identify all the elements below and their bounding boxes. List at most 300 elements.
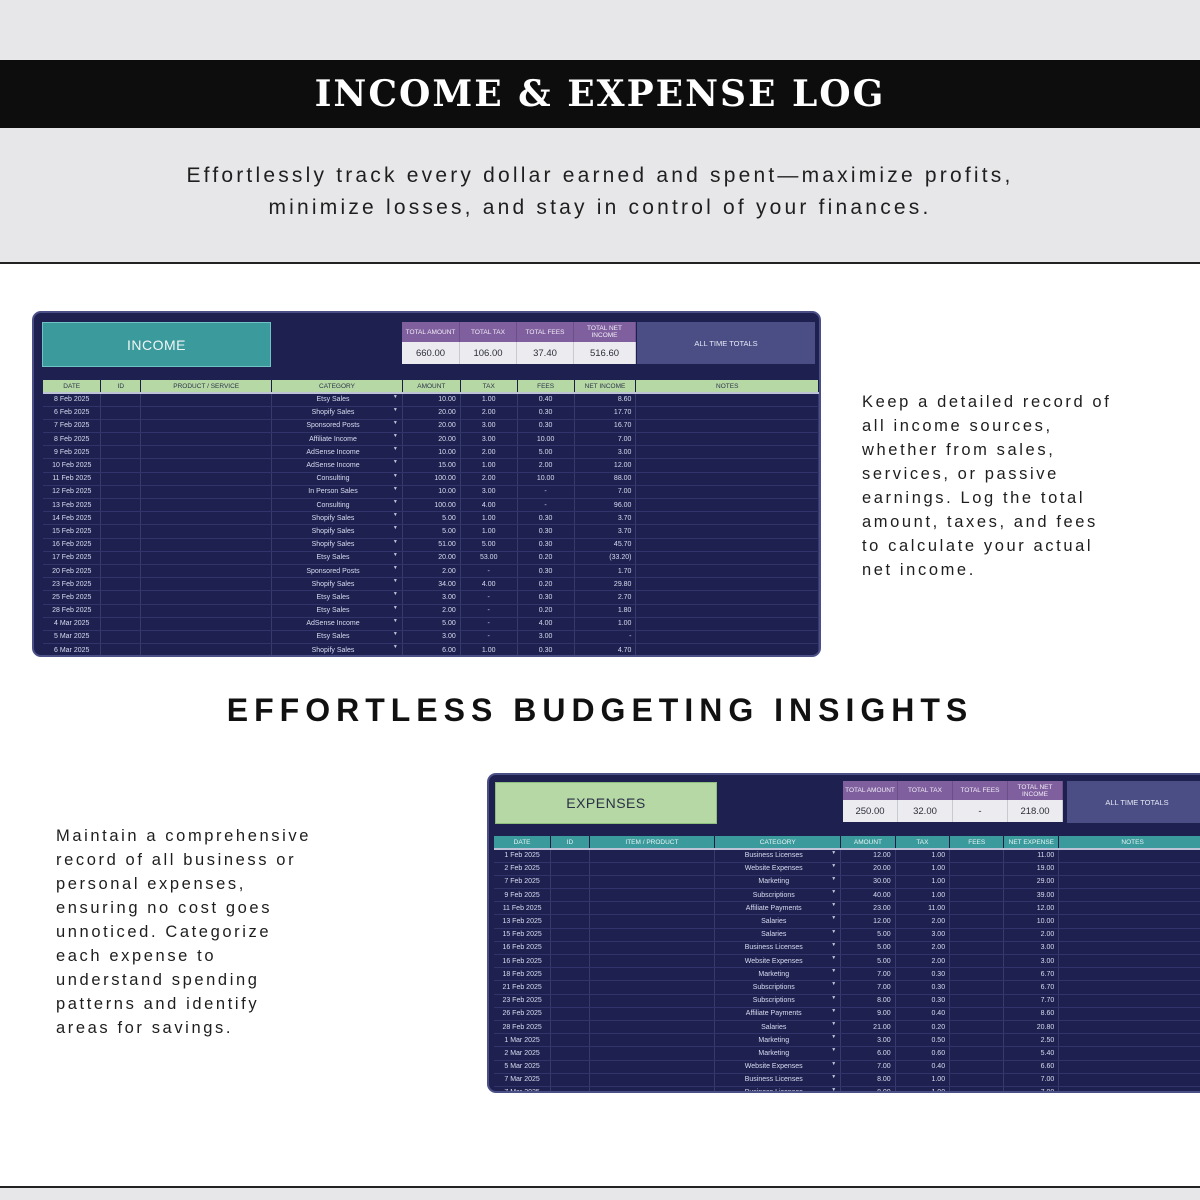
amount-cell[interactable]: 100.00 bbox=[402, 472, 460, 485]
tax-cell[interactable]: 0.40 bbox=[895, 1060, 949, 1073]
id-cell[interactable] bbox=[101, 499, 141, 512]
id-cell[interactable] bbox=[101, 551, 141, 564]
id-cell[interactable] bbox=[101, 591, 141, 604]
dropdown-arrow-icon[interactable]: ▼ bbox=[392, 433, 398, 440]
fees-cell[interactable]: 0.20 bbox=[517, 578, 574, 591]
category-select[interactable] bbox=[715, 875, 841, 888]
product-cell[interactable] bbox=[141, 617, 272, 630]
item-cell[interactable] bbox=[589, 875, 715, 888]
notes-cell[interactable] bbox=[636, 446, 819, 459]
id-cell[interactable] bbox=[551, 928, 589, 941]
table-row[interactable] bbox=[494, 1007, 1200, 1020]
column-header[interactable]: FEES bbox=[517, 380, 574, 393]
notes-cell[interactable] bbox=[1059, 1060, 1200, 1073]
tax-cell[interactable]: 1.00 bbox=[460, 525, 517, 538]
id-cell[interactable] bbox=[101, 630, 141, 643]
category-select[interactable] bbox=[272, 551, 403, 564]
category-select[interactable] bbox=[272, 499, 403, 512]
item-cell[interactable] bbox=[589, 902, 715, 915]
tax-cell[interactable]: 4.00 bbox=[460, 499, 517, 512]
date-cell[interactable]: 21 Feb 2025 bbox=[494, 981, 551, 994]
category-select[interactable] bbox=[272, 433, 403, 446]
id-cell[interactable] bbox=[101, 459, 141, 472]
table-row[interactable] bbox=[494, 928, 1200, 941]
dropdown-arrow-icon[interactable]: ▼ bbox=[831, 1020, 837, 1027]
category-select[interactable] bbox=[272, 485, 403, 498]
item-cell[interactable] bbox=[589, 928, 715, 941]
date-cell[interactable]: 17 Feb 2025 bbox=[43, 551, 101, 564]
fees-cell[interactable]: 0.30 bbox=[517, 644, 574, 657]
amount-cell[interactable]: 10.00 bbox=[402, 393, 460, 406]
notes-cell[interactable] bbox=[1059, 928, 1200, 941]
table-row[interactable] bbox=[494, 1060, 1200, 1073]
amount-cell[interactable]: 20.00 bbox=[402, 406, 460, 419]
fees-cell[interactable] bbox=[950, 941, 1004, 954]
amount-cell[interactable]: 3.00 bbox=[841, 1034, 896, 1047]
category-select[interactable] bbox=[272, 472, 403, 485]
notes-cell[interactable] bbox=[636, 617, 819, 630]
amount-cell[interactable]: 20.00 bbox=[402, 433, 460, 446]
date-cell[interactable]: 6 Mar 2025 bbox=[43, 644, 101, 657]
product-cell[interactable] bbox=[141, 472, 272, 485]
id-cell[interactable] bbox=[101, 578, 141, 591]
table-row[interactable] bbox=[494, 1020, 1200, 1033]
dropdown-arrow-icon[interactable]: ▼ bbox=[392, 394, 398, 400]
dropdown-arrow-icon[interactable]: ▼ bbox=[392, 499, 398, 505]
category-select[interactable] bbox=[715, 849, 841, 862]
notes-cell[interactable] bbox=[1059, 1020, 1200, 1033]
product-cell[interactable] bbox=[141, 578, 272, 591]
dropdown-arrow-icon[interactable]: ▼ bbox=[831, 1073, 837, 1080]
date-cell[interactable]: 23 Feb 2025 bbox=[43, 578, 101, 591]
table-row[interactable] bbox=[494, 941, 1200, 954]
column-header[interactable]: DATE bbox=[43, 380, 101, 393]
date-cell[interactable]: 13 Feb 2025 bbox=[43, 499, 101, 512]
product-cell[interactable] bbox=[141, 459, 272, 472]
table-row[interactable] bbox=[494, 902, 1200, 915]
amount-cell[interactable]: 7.00 bbox=[841, 981, 896, 994]
column-header[interactable]: ID bbox=[551, 836, 589, 849]
tax-cell[interactable]: 3.00 bbox=[460, 419, 517, 432]
column-header[interactable]: TAX bbox=[460, 380, 517, 393]
id-cell[interactable] bbox=[551, 902, 589, 915]
id-cell[interactable] bbox=[101, 393, 141, 406]
notes-cell[interactable] bbox=[636, 512, 819, 525]
category-select[interactable] bbox=[272, 538, 403, 551]
category-select[interactable] bbox=[272, 630, 403, 643]
table-row[interactable] bbox=[494, 968, 1200, 981]
tax-cell[interactable]: 0.40 bbox=[895, 1007, 949, 1020]
fees-cell[interactable]: 0.30 bbox=[517, 564, 574, 577]
amount-cell[interactable]: 6.00 bbox=[841, 1047, 896, 1060]
date-cell[interactable]: 23 Feb 2025 bbox=[494, 994, 551, 1007]
fees-cell[interactable] bbox=[950, 889, 1004, 902]
id-cell[interactable] bbox=[551, 1060, 589, 1073]
table-row[interactable] bbox=[43, 578, 819, 591]
column-header[interactable]: ITEM / PRODUCT bbox=[589, 836, 715, 849]
amount-cell[interactable]: 8.00 bbox=[841, 1073, 896, 1086]
fees-cell[interactable]: 0.30 bbox=[517, 591, 574, 604]
item-cell[interactable] bbox=[589, 955, 715, 968]
date-cell[interactable]: 9 Feb 2025 bbox=[43, 446, 101, 459]
item-cell[interactable] bbox=[589, 981, 715, 994]
date-cell[interactable]: 9 Feb 2025 bbox=[494, 889, 551, 902]
amount-cell[interactable]: 12.00 bbox=[841, 849, 896, 862]
id-cell[interactable] bbox=[551, 1047, 589, 1060]
amount-cell[interactable]: 30.00 bbox=[841, 875, 896, 888]
amount-cell[interactable]: 9.00 bbox=[841, 1007, 896, 1020]
amount-cell[interactable]: 5.00 bbox=[841, 928, 896, 941]
id-cell[interactable] bbox=[101, 512, 141, 525]
column-header[interactable]: CATEGORY bbox=[715, 836, 841, 849]
notes-cell[interactable] bbox=[636, 591, 819, 604]
dropdown-arrow-icon[interactable]: ▼ bbox=[831, 875, 837, 882]
tax-cell[interactable]: 4.00 bbox=[460, 578, 517, 591]
category-select[interactable] bbox=[272, 525, 403, 538]
date-cell[interactable]: 1 Feb 2025 bbox=[494, 849, 551, 862]
column-header[interactable]: CATEGORY bbox=[272, 380, 403, 393]
dropdown-arrow-icon[interactable]: ▼ bbox=[831, 850, 837, 856]
product-cell[interactable] bbox=[141, 630, 272, 643]
income-all-time-totals[interactable]: ALL TIME TOTALS bbox=[637, 322, 815, 364]
tax-cell[interactable]: 2.00 bbox=[895, 941, 949, 954]
amount-cell[interactable]: 34.00 bbox=[402, 578, 460, 591]
fees-cell[interactable]: 10.00 bbox=[517, 472, 574, 485]
dropdown-arrow-icon[interactable]: ▼ bbox=[831, 1034, 837, 1041]
table-row[interactable] bbox=[43, 630, 819, 643]
date-cell[interactable]: 20 Feb 2025 bbox=[43, 564, 101, 577]
date-cell[interactable]: 25 Feb 2025 bbox=[43, 591, 101, 604]
item-cell[interactable] bbox=[589, 1034, 715, 1047]
category-select[interactable] bbox=[715, 1086, 841, 1093]
table-row[interactable] bbox=[43, 446, 819, 459]
id-cell[interactable] bbox=[551, 849, 589, 862]
notes-cell[interactable] bbox=[636, 433, 819, 446]
notes-cell[interactable] bbox=[1059, 955, 1200, 968]
table-row[interactable] bbox=[43, 393, 819, 406]
product-cell[interactable] bbox=[141, 485, 272, 498]
column-header[interactable]: NOTES bbox=[636, 380, 819, 393]
table-row[interactable] bbox=[494, 889, 1200, 902]
column-header[interactable]: DATE bbox=[494, 836, 551, 849]
dropdown-arrow-icon[interactable]: ▼ bbox=[392, 604, 398, 611]
notes-cell[interactable] bbox=[1059, 1086, 1200, 1093]
fees-cell[interactable] bbox=[950, 1034, 1004, 1047]
fees-cell[interactable] bbox=[950, 849, 1004, 862]
product-cell[interactable] bbox=[141, 551, 272, 564]
item-cell[interactable] bbox=[589, 1073, 715, 1086]
fees-cell[interactable]: 2.00 bbox=[517, 459, 574, 472]
column-header[interactable]: ID bbox=[101, 380, 141, 393]
tax-cell[interactable]: 1.00 bbox=[895, 875, 949, 888]
item-cell[interactable] bbox=[589, 1020, 715, 1033]
category-select[interactable] bbox=[272, 578, 403, 591]
amount-cell[interactable]: 5.00 bbox=[402, 525, 460, 538]
item-cell[interactable] bbox=[589, 862, 715, 875]
dropdown-arrow-icon[interactable]: ▼ bbox=[392, 485, 398, 492]
amount-cell[interactable]: 5.00 bbox=[841, 941, 896, 954]
category-select[interactable] bbox=[715, 1047, 841, 1060]
category-select[interactable] bbox=[272, 419, 403, 432]
amount-cell[interactable]: 3.00 bbox=[402, 630, 460, 643]
date-cell[interactable]: 11 Feb 2025 bbox=[494, 902, 551, 915]
column-header[interactable]: AMOUNT bbox=[402, 380, 460, 393]
fees-cell[interactable] bbox=[950, 1020, 1004, 1033]
table-row[interactable] bbox=[494, 981, 1200, 994]
item-cell[interactable] bbox=[589, 889, 715, 902]
amount-cell[interactable]: 20.00 bbox=[402, 551, 460, 564]
category-select[interactable] bbox=[715, 862, 841, 875]
date-cell[interactable]: 10 Feb 2025 bbox=[43, 459, 101, 472]
table-row[interactable] bbox=[494, 1073, 1200, 1086]
id-cell[interactable] bbox=[551, 1073, 589, 1086]
tax-cell[interactable]: - bbox=[460, 604, 517, 617]
tax-cell[interactable]: - bbox=[460, 617, 517, 630]
id-cell[interactable] bbox=[551, 941, 589, 954]
dropdown-arrow-icon[interactable]: ▼ bbox=[392, 459, 398, 466]
notes-cell[interactable] bbox=[636, 525, 819, 538]
id-cell[interactable] bbox=[551, 1034, 589, 1047]
category-select[interactable] bbox=[715, 1034, 841, 1047]
amount-cell[interactable]: 6.00 bbox=[402, 644, 460, 657]
date-cell[interactable]: 13 Feb 2025 bbox=[494, 915, 551, 928]
dropdown-arrow-icon[interactable]: ▼ bbox=[392, 525, 398, 532]
dropdown-arrow-icon[interactable]: ▼ bbox=[831, 889, 837, 896]
amount-cell[interactable]: 21.00 bbox=[841, 1020, 896, 1033]
table-row[interactable] bbox=[43, 551, 819, 564]
item-cell[interactable] bbox=[589, 968, 715, 981]
tax-cell[interactable]: 3.00 bbox=[895, 928, 949, 941]
dropdown-arrow-icon[interactable]: ▼ bbox=[392, 564, 398, 571]
id-cell[interactable] bbox=[551, 981, 589, 994]
category-select[interactable] bbox=[272, 604, 403, 617]
product-cell[interactable] bbox=[141, 393, 272, 406]
date-cell[interactable]: 15 Feb 2025 bbox=[494, 928, 551, 941]
tax-cell[interactable]: 11.00 bbox=[895, 902, 949, 915]
category-select[interactable] bbox=[272, 393, 403, 406]
notes-cell[interactable] bbox=[636, 393, 819, 406]
amount-cell[interactable]: 7.00 bbox=[841, 968, 896, 981]
id-cell[interactable] bbox=[101, 433, 141, 446]
fees-cell[interactable]: 0.20 bbox=[517, 551, 574, 564]
dropdown-arrow-icon[interactable]: ▼ bbox=[831, 1060, 837, 1067]
date-cell[interactable]: 5 Mar 2025 bbox=[43, 630, 101, 643]
category-select[interactable] bbox=[272, 617, 403, 630]
notes-cell[interactable] bbox=[1059, 1007, 1200, 1020]
fees-cell[interactable]: 10.00 bbox=[517, 433, 574, 446]
tax-cell[interactable]: 1.00 bbox=[895, 889, 949, 902]
product-cell[interactable] bbox=[141, 644, 272, 657]
table-row[interactable] bbox=[494, 1047, 1200, 1060]
notes-cell[interactable] bbox=[1059, 875, 1200, 888]
date-cell[interactable]: 2 Feb 2025 bbox=[494, 862, 551, 875]
category-select[interactable] bbox=[715, 928, 841, 941]
tax-cell[interactable]: 3.00 bbox=[460, 485, 517, 498]
product-cell[interactable] bbox=[141, 525, 272, 538]
id-cell[interactable] bbox=[551, 862, 589, 875]
item-cell[interactable] bbox=[589, 1060, 715, 1073]
expense-all-time-totals[interactable]: ALL TIME TOTALS bbox=[1067, 781, 1200, 823]
category-select[interactable] bbox=[715, 955, 841, 968]
date-cell[interactable]: 14 Feb 2025 bbox=[43, 512, 101, 525]
notes-cell[interactable] bbox=[1059, 1047, 1200, 1060]
dropdown-arrow-icon[interactable]: ▼ bbox=[392, 644, 398, 651]
fees-cell[interactable] bbox=[950, 1007, 1004, 1020]
tax-cell[interactable]: 5.00 bbox=[460, 538, 517, 551]
category-select[interactable] bbox=[715, 1007, 841, 1020]
amount-cell[interactable]: 23.00 bbox=[841, 902, 896, 915]
date-cell[interactable]: 16 Feb 2025 bbox=[494, 955, 551, 968]
table-row[interactable] bbox=[494, 915, 1200, 928]
fees-cell[interactable] bbox=[950, 1073, 1004, 1086]
date-cell[interactable]: 6 Feb 2025 bbox=[43, 406, 101, 419]
tax-cell[interactable]: 2.00 bbox=[460, 472, 517, 485]
dropdown-arrow-icon[interactable]: ▼ bbox=[831, 928, 837, 935]
dropdown-arrow-icon[interactable]: ▼ bbox=[831, 1047, 837, 1054]
dropdown-arrow-icon[interactable]: ▼ bbox=[831, 941, 837, 948]
fees-cell[interactable]: 5.00 bbox=[517, 446, 574, 459]
tax-cell[interactable]: 2.00 bbox=[895, 915, 949, 928]
dropdown-arrow-icon[interactable]: ▼ bbox=[831, 955, 837, 961]
table-row[interactable] bbox=[43, 472, 819, 485]
table-row[interactable] bbox=[494, 955, 1200, 968]
fees-cell[interactable] bbox=[950, 875, 1004, 888]
category-select[interactable] bbox=[272, 459, 403, 472]
tax-cell[interactable]: - bbox=[460, 564, 517, 577]
tax-cell[interactable]: 0.60 bbox=[895, 1047, 949, 1060]
table-row[interactable] bbox=[43, 525, 819, 538]
date-cell[interactable]: 16 Feb 2025 bbox=[43, 538, 101, 551]
table-row[interactable] bbox=[43, 419, 819, 432]
date-cell[interactable]: 5 Mar 2025 bbox=[494, 1060, 551, 1073]
amount-cell[interactable]: 5.00 bbox=[402, 512, 460, 525]
notes-cell[interactable] bbox=[636, 419, 819, 432]
date-cell[interactable]: 16 Feb 2025 bbox=[494, 941, 551, 954]
fees-cell[interactable] bbox=[950, 968, 1004, 981]
category-select[interactable] bbox=[272, 512, 403, 525]
fees-cell[interactable] bbox=[950, 862, 1004, 875]
item-cell[interactable] bbox=[589, 1086, 715, 1093]
id-cell[interactable] bbox=[101, 406, 141, 419]
amount-cell[interactable]: 15.00 bbox=[402, 459, 460, 472]
dropdown-arrow-icon[interactable]: ▼ bbox=[392, 406, 398, 413]
dropdown-arrow-icon[interactable]: ▼ bbox=[392, 472, 398, 479]
item-cell[interactable] bbox=[589, 849, 715, 862]
date-cell[interactable]: 12 Feb 2025 bbox=[43, 485, 101, 498]
category-select[interactable] bbox=[715, 1060, 841, 1073]
category-select[interactable] bbox=[272, 406, 403, 419]
dropdown-arrow-icon[interactable]: ▼ bbox=[831, 902, 837, 909]
id-cell[interactable] bbox=[101, 419, 141, 432]
notes-cell[interactable] bbox=[636, 538, 819, 551]
id-cell[interactable] bbox=[551, 1007, 589, 1020]
amount-cell[interactable]: 8.00 bbox=[841, 994, 896, 1007]
tax-cell[interactable]: 2.00 bbox=[460, 446, 517, 459]
item-cell[interactable] bbox=[589, 1047, 715, 1060]
product-cell[interactable] bbox=[141, 604, 272, 617]
date-cell[interactable]: 28 Feb 2025 bbox=[494, 1020, 551, 1033]
amount-cell[interactable]: 3.00 bbox=[402, 591, 460, 604]
id-cell[interactable] bbox=[551, 968, 589, 981]
amount-cell[interactable]: 5.00 bbox=[841, 955, 896, 968]
column-header[interactable]: TAX bbox=[895, 836, 949, 849]
tax-cell[interactable]: - bbox=[460, 630, 517, 643]
date-cell[interactable]: 28 Feb 2025 bbox=[43, 604, 101, 617]
table-row[interactable] bbox=[43, 485, 819, 498]
notes-cell[interactable] bbox=[636, 406, 819, 419]
id-cell[interactable] bbox=[551, 875, 589, 888]
fees-cell[interactable] bbox=[950, 1047, 1004, 1060]
fees-cell[interactable]: 0.30 bbox=[517, 419, 574, 432]
amount-cell[interactable]: 10.00 bbox=[402, 485, 460, 498]
table-row[interactable] bbox=[43, 591, 819, 604]
table-row[interactable] bbox=[494, 849, 1200, 862]
id-cell[interactable] bbox=[101, 485, 141, 498]
notes-cell[interactable] bbox=[636, 551, 819, 564]
notes-cell[interactable] bbox=[636, 459, 819, 472]
date-cell[interactable]: 18 Feb 2025 bbox=[494, 968, 551, 981]
fees-cell[interactable]: 0.30 bbox=[517, 538, 574, 551]
id-cell[interactable] bbox=[101, 564, 141, 577]
tax-cell[interactable]: - bbox=[460, 591, 517, 604]
notes-cell[interactable] bbox=[636, 604, 819, 617]
category-select[interactable] bbox=[715, 902, 841, 915]
id-cell[interactable] bbox=[551, 1086, 589, 1093]
product-cell[interactable] bbox=[141, 564, 272, 577]
item-cell[interactable] bbox=[589, 915, 715, 928]
dropdown-arrow-icon[interactable]: ▼ bbox=[392, 551, 398, 558]
notes-cell[interactable] bbox=[1059, 889, 1200, 902]
date-cell[interactable]: 7 Feb 2025 bbox=[494, 875, 551, 888]
notes-cell[interactable] bbox=[636, 578, 819, 591]
product-cell[interactable] bbox=[141, 419, 272, 432]
fees-cell[interactable] bbox=[950, 955, 1004, 968]
tax-cell[interactable]: 53.00 bbox=[460, 551, 517, 564]
fees-cell[interactable] bbox=[950, 915, 1004, 928]
amount-cell[interactable]: 12.00 bbox=[841, 915, 896, 928]
notes-cell[interactable] bbox=[1059, 915, 1200, 928]
date-cell[interactable]: 4 Mar 2025 bbox=[43, 617, 101, 630]
id-cell[interactable] bbox=[101, 525, 141, 538]
date-cell[interactable]: 8 Feb 2025 bbox=[43, 393, 101, 406]
id-cell[interactable] bbox=[101, 446, 141, 459]
notes-cell[interactable] bbox=[1059, 849, 1200, 862]
dropdown-arrow-icon[interactable]: ▼ bbox=[392, 446, 398, 453]
dropdown-arrow-icon[interactable]: ▼ bbox=[392, 419, 398, 426]
dropdown-arrow-icon[interactable]: ▼ bbox=[831, 862, 837, 869]
tax-cell[interactable]: 3.00 bbox=[460, 433, 517, 446]
fees-cell[interactable]: 0.30 bbox=[517, 512, 574, 525]
date-cell[interactable]: 15 Feb 2025 bbox=[43, 525, 101, 538]
dropdown-arrow-icon[interactable]: ▼ bbox=[392, 578, 398, 585]
notes-cell[interactable] bbox=[1059, 994, 1200, 1007]
dropdown-arrow-icon[interactable]: ▼ bbox=[392, 538, 398, 545]
category-select[interactable] bbox=[715, 1020, 841, 1033]
notes-cell[interactable] bbox=[636, 485, 819, 498]
dropdown-arrow-icon[interactable]: ▼ bbox=[831, 915, 837, 922]
id-cell[interactable] bbox=[101, 617, 141, 630]
id-cell[interactable] bbox=[551, 955, 589, 968]
column-header[interactable]: FEES bbox=[950, 836, 1004, 849]
fees-cell[interactable]: 0.40 bbox=[517, 393, 574, 406]
tax-cell[interactable]: 1.00 bbox=[895, 862, 949, 875]
id-cell[interactable] bbox=[551, 1020, 589, 1033]
fees-cell[interactable]: 3.00 bbox=[517, 630, 574, 643]
product-cell[interactable] bbox=[141, 446, 272, 459]
table-row[interactable] bbox=[43, 433, 819, 446]
fees-cell[interactable] bbox=[950, 994, 1004, 1007]
category-select[interactable] bbox=[272, 644, 403, 657]
